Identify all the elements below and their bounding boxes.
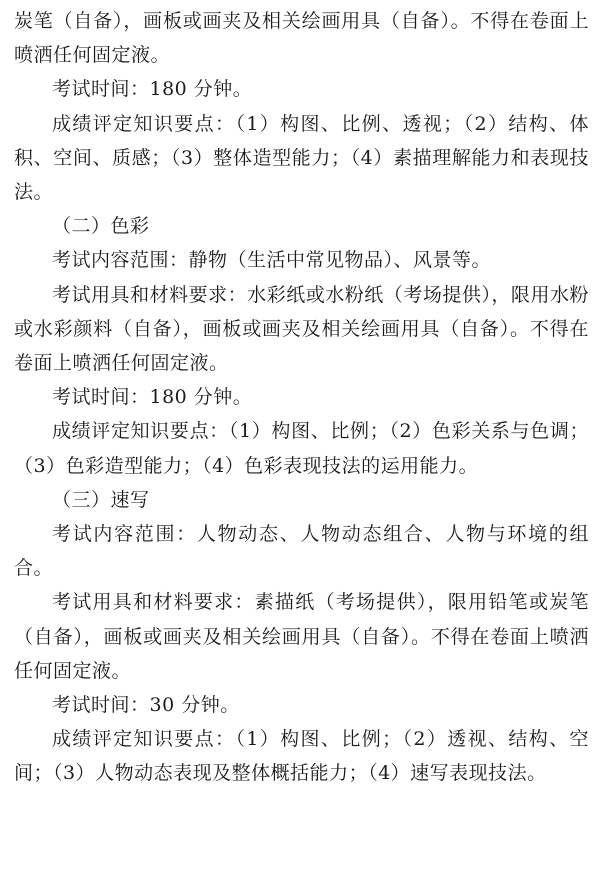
paragraph-quick-sketch-materials: 考试用具和材料要求：素描纸（考场提供），限用铅笔或炭笔（自备），画板或画夹及相关绘画用具（自备）。不得在卷面上喷洒任何固定液。	[14, 591, 589, 682]
paragraph-color-scope: 考试内容范围：静物（生活中常见物品）、风景等。	[52, 249, 492, 272]
paragraph-quick-sketch-exam-time: 考试时间：30 分钟。	[52, 694, 240, 717]
paragraph-color-exam-time: 考试时间：180 分钟。	[52, 386, 253, 409]
paragraph-quick-sketch-scope: 考试内容范围：人物动态、人物动态组合、人物与环境的组合。	[14, 523, 589, 580]
heading-color: （二）色彩	[52, 215, 150, 238]
paragraph-continuation: 炭笔（自备），画板或画夹及相关绘画用具（自备）。不得在卷面上喷洒任何固定液。	[14, 10, 589, 67]
paragraph-sketch-grading: 成绩评定知识要点：（1）构图、比例、透视；（2）结构、体积、空间、质感；（3）整体造型能力；（4）素描理解能力和表现技法。	[14, 112, 589, 204]
paragraph-sketch-exam-time: 考试时间：180 分钟。	[52, 78, 253, 101]
paragraph-color-grading: 成绩评定知识要点：（1）构图、比例；（2）色彩关系与色调；（3）色彩造型能力；（4）色彩表现技法的运用能力。	[14, 420, 589, 477]
heading-quick-sketch: （三）速写	[52, 488, 150, 511]
paragraph-color-materials: 考试用具和材料要求：水彩纸或水粉纸（考场提供），限用水粉或水彩颜料（自备），画板或画夹及相关绘画用具（自备）。不得在卷面上喷洒任何固定液。	[14, 283, 589, 375]
paragraph-quick-sketch-grading: 成绩评定知识要点：（1）构图、比例；（2）透视、结构、空间；（3）人物动态表现及整体概括能力；（4）速写表现技法。	[14, 728, 589, 785]
